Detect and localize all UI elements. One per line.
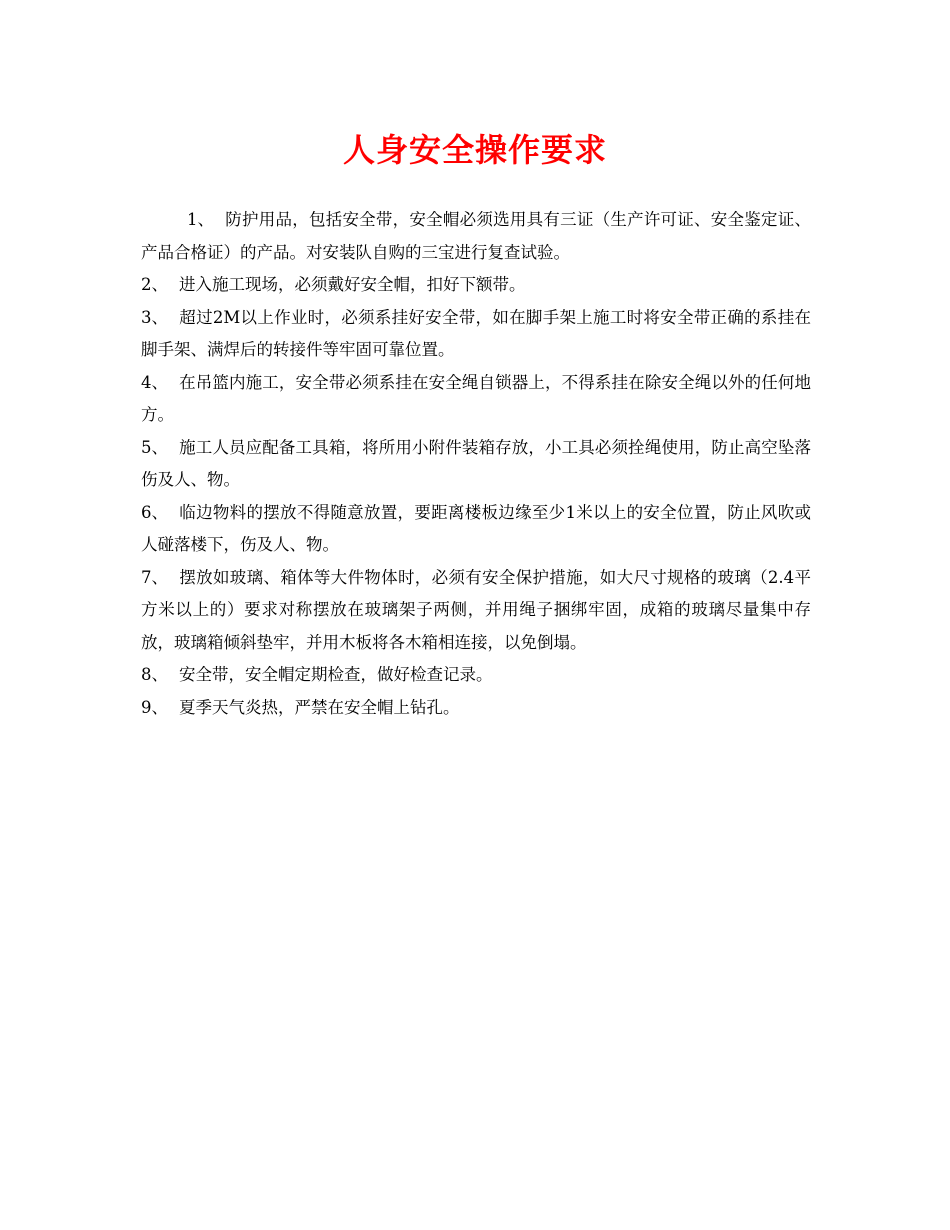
item-text: 防护用品，包括安全带，安全帽必须选用具有三证（生产许可证、安全鉴定证、产品合格证）的产品。对安装队自购的三宝进行复查试验。 xyxy=(141,210,811,262)
item-number: 4、 xyxy=(141,372,168,392)
item-number: 9、 xyxy=(141,697,168,717)
list-item-6 xyxy=(141,497,811,562)
item-text: 临边物料的摆放不得随意放置，要距离楼板边缘至少1米以上的安全位置，防止风吹或人碰落楼下，伤及人、物。 xyxy=(141,502,811,554)
item-text: 超过2M以上作业时，必须系挂好安全带，如在脚手架上施工时将安全带正确的系挂在脚手架、满焊后的转接件等牢固可靠位置。 xyxy=(141,307,811,359)
list-item-8 xyxy=(141,659,811,692)
list-item-9 xyxy=(141,692,811,725)
document-body xyxy=(141,204,811,724)
item-number: 2、 xyxy=(141,275,168,294)
list-item-1 xyxy=(141,204,811,269)
item-number: 7、 xyxy=(141,567,168,587)
item-number: 1、 xyxy=(187,210,214,229)
item-text: 摆放如玻璃、箱体等大件物体时，必须有安全保护措施，如大尺寸规格的玻璃（2.4平方米以上的）要求对称摆放在玻璃架子两侧，并用绳子捆绑牢固，成箱的玻璃尽量集中存放，玻璃箱倾斜垫牢，并用木板将各木箱相连接，以免倒塌。 xyxy=(141,567,811,652)
item-text: 在吊篮内施工，安全带必须系挂在安全绳自锁器上，不得系挂在除安全绳以外的任何地方。 xyxy=(141,372,811,424)
item-text: 安全带，安全帽定期检查，做好检查记录。 xyxy=(179,665,493,684)
item-number: 8、 xyxy=(141,665,168,684)
item-number: 6、 xyxy=(141,502,168,522)
list-item-2 xyxy=(141,269,811,302)
item-number: 5、 xyxy=(141,437,168,457)
item-number: 3、 xyxy=(141,307,168,327)
list-item-3 xyxy=(141,302,811,367)
item-text: 进入施工现场，必须戴好安全帽，扣好下额带。 xyxy=(179,275,526,294)
item-text: 施工人员应配备工具箱，将所用小附件装箱存放，小工具必须拴绳使用，防止高空坠落伤及人、物。 xyxy=(141,437,811,489)
list-item-4 xyxy=(141,367,811,432)
document-title: 人身安全操作要求 xyxy=(342,131,607,169)
item-text: 夏季天气炎热，严禁在安全帽上钻孔。 xyxy=(179,697,460,717)
list-item-7 xyxy=(141,562,811,660)
list-item-5 xyxy=(141,432,811,497)
